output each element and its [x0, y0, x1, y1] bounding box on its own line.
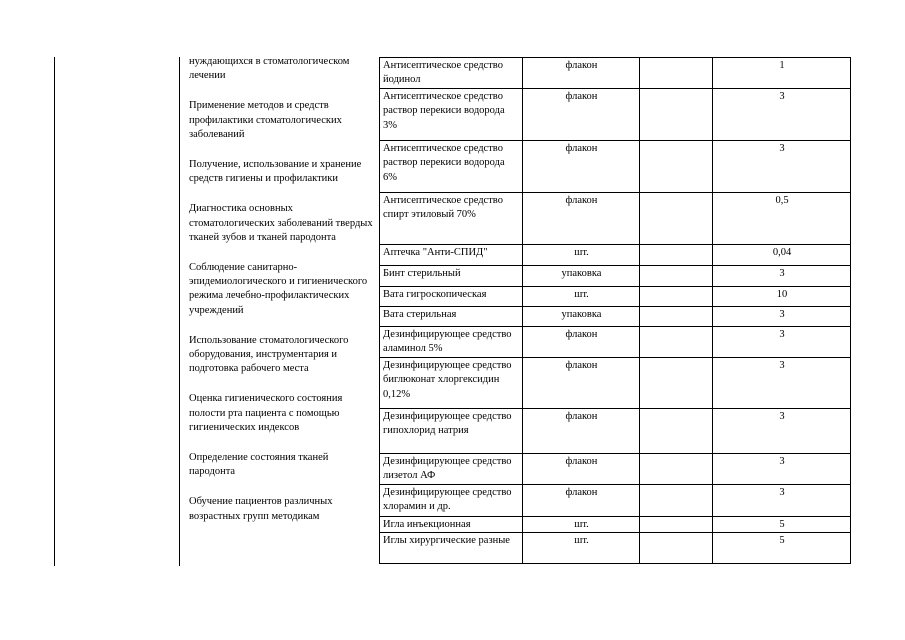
item-unit: упаковка [523, 306, 640, 326]
competency-item: Получение, использование и хранение средств гигиены и профилактики [189, 159, 362, 185]
item-name: Игла инъекционная [380, 516, 523, 532]
empty-cell [640, 192, 713, 244]
competency-item: Использование стоматологического оборудования, инструментария и подготовка рабочего места [189, 334, 349, 375]
item-unit: флакон [523, 88, 640, 140]
table-row [380, 88, 851, 140]
competency-item: Определение состояния тканей пародонта [189, 452, 329, 478]
competency-item: Применение методов и средств профилактики стоматологических заболеваний [189, 100, 342, 140]
table-row [380, 265, 851, 286]
item-name: Дезинфицирующее средство гипохлорид натрия [380, 408, 523, 453]
table-row [380, 516, 851, 532]
empty-cell [640, 265, 713, 286]
item-unit: флакон [523, 140, 640, 192]
item-name: Вата стерильная [380, 306, 523, 326]
item-quantity: 3 [713, 88, 851, 140]
competency-item: Оценка гигиенического состояния полости рта пациента с помощью гигиенических индексов [189, 393, 343, 433]
item-unit: флакон [523, 357, 640, 408]
table-row [380, 453, 851, 484]
item-name: Иглы хирургические разные [380, 533, 523, 564]
table-row [380, 286, 851, 306]
item-name: Антисептическое средство раствор перекиси водорода 6% [380, 140, 523, 192]
empty-cell [640, 88, 713, 140]
empty-cell [640, 140, 713, 192]
item-quantity: 3 [713, 140, 851, 192]
competency-item: нуждающихся в стоматологическом лечении [189, 56, 350, 82]
empty-cell [640, 516, 713, 532]
item-quantity: 5 [713, 516, 851, 532]
table-row [380, 533, 851, 564]
item-name: Дезинфицирующее средство лизетол АФ [380, 453, 523, 484]
item-name: Антисептическое средство раствор перекиси водорода 3% [380, 88, 523, 140]
supplies-table [379, 57, 851, 564]
item-unit: флакон [523, 58, 640, 89]
empty-cell [640, 244, 713, 265]
table-row [380, 244, 851, 265]
empty-cell [640, 306, 713, 326]
table-row [380, 306, 851, 326]
item-unit: флакон [523, 453, 640, 484]
empty-cell [640, 286, 713, 306]
empty-cell [640, 533, 713, 564]
item-name: Вата гигроскопическая [380, 286, 523, 306]
item-unit: шт. [523, 533, 640, 564]
item-quantity: 3 [713, 306, 851, 326]
item-unit: флакон [523, 408, 640, 453]
item-quantity: 3 [713, 326, 851, 357]
table-row [380, 58, 851, 89]
item-quantity: 0,5 [713, 192, 851, 244]
competency-item: Обучение пациентов различных возрастных групп методикам [189, 496, 333, 522]
item-name: Дезинфицирующее средство биглюконат хлоргексидин 0,12% [380, 357, 523, 408]
table-row [380, 326, 851, 357]
item-name: Бинт стерильный [380, 265, 523, 286]
item-unit: флакон [523, 484, 640, 516]
item-name: Дезинфицирующее средство аламинол 5% [380, 326, 523, 357]
item-unit: упаковка [523, 265, 640, 286]
item-name: Антисептическое средство йодинол [380, 58, 523, 89]
table-row [380, 192, 851, 244]
empty-cell [640, 357, 713, 408]
item-unit: флакон [523, 192, 640, 244]
table-row [380, 357, 851, 408]
item-quantity: 3 [713, 484, 851, 516]
competency-item: Соблюдение санитарно-эпидемиологического и гигиенического режима лечебно-профилактических учреждений [189, 262, 368, 316]
empty-cell [640, 408, 713, 453]
item-quantity: 0,04 [713, 244, 851, 265]
item-unit: флакон [523, 326, 640, 357]
item-quantity: 3 [713, 408, 851, 453]
competencies-column [189, 55, 375, 540]
item-quantity: 10 [713, 286, 851, 306]
item-name: Антисептическое средство спирт этиловый 70% [380, 192, 523, 244]
table-row [380, 140, 851, 192]
item-name: Аптечка "Анти-СПИД" [380, 244, 523, 265]
item-quantity: 5 [713, 533, 851, 564]
item-unit: шт. [523, 244, 640, 265]
empty-cell [640, 453, 713, 484]
item-name: Дезинфицирующее средство хлорамин и др. [380, 484, 523, 516]
item-quantity: 1 [713, 58, 851, 89]
item-quantity: 3 [713, 357, 851, 408]
item-unit: шт. [523, 516, 640, 532]
empty-cell [640, 484, 713, 516]
empty-cell [640, 58, 713, 89]
competency-item: Диагностика основных стоматологических заболеваний твердых тканей зубов и тканей пародонта [189, 203, 373, 243]
item-unit: шт. [523, 286, 640, 306]
table-row [380, 484, 851, 516]
table-border-column-2 [179, 57, 180, 566]
item-quantity: 3 [713, 265, 851, 286]
empty-cell [640, 326, 713, 357]
table-border-left [54, 57, 55, 566]
table-row [380, 408, 851, 453]
item-quantity: 3 [713, 453, 851, 484]
